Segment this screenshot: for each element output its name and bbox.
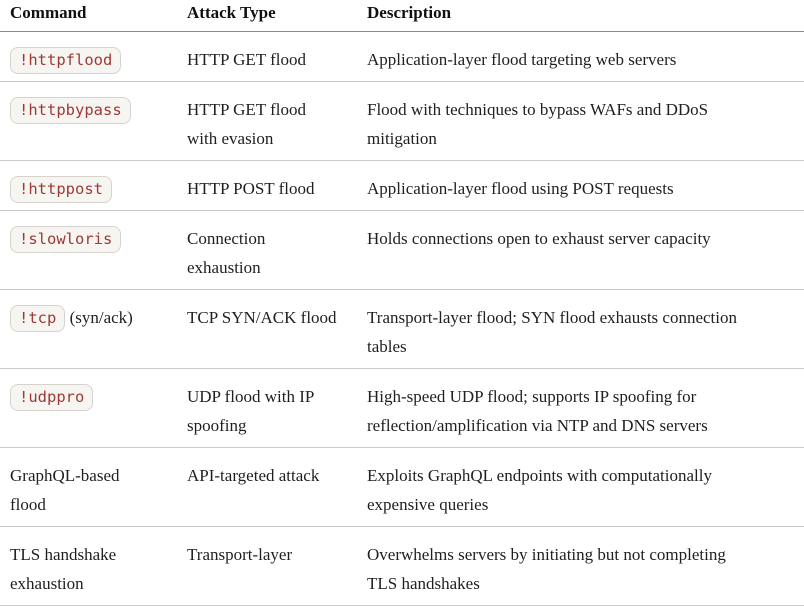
table-row — [0, 161, 804, 211]
command-code-badge: !slowloris — [10, 226, 121, 253]
table-row — [0, 32, 804, 82]
command-code-badge: !tcp — [10, 305, 65, 332]
attack-type-cell: HTTP GET flood — [187, 32, 367, 82]
command-cell — [0, 161, 187, 211]
command-cell — [0, 32, 187, 82]
column-header-command: Command — [0, 0, 187, 32]
description-cell: Flood with techniques to bypass WAFs and DDoS mitigation — [367, 82, 804, 161]
command-code-badge: !httpflood — [10, 47, 121, 74]
command-code-badge: !httppost — [10, 176, 112, 203]
attack-type-cell: HTTP POST flood — [187, 161, 367, 211]
table-row — [0, 369, 804, 448]
command-cell — [0, 290, 187, 369]
command-cell — [0, 527, 187, 606]
column-header-description: Description — [367, 0, 804, 32]
table-row — [0, 290, 804, 369]
table-row — [0, 527, 804, 606]
attack-type-cell: Connection exhaustion — [187, 211, 367, 290]
command-text: TLS handshake exhaustion — [10, 545, 117, 593]
command-cell — [0, 82, 187, 161]
command-code-badge: !udppro — [10, 384, 93, 411]
description-cell: Application-layer flood using POST requests — [367, 161, 804, 211]
table-row — [0, 211, 804, 290]
table-row — [0, 82, 804, 161]
description-cell: Exploits GraphQL endpoints with computationally expensive queries — [367, 448, 804, 527]
command-cell — [0, 211, 187, 290]
table-row — [0, 448, 804, 527]
description-cell: High-speed UDP flood; supports IP spoofing for reflection/amplification via NTP and DNS servers — [367, 369, 804, 448]
table-header-row — [0, 0, 804, 32]
command-text: GraphQL-based flood — [10, 466, 120, 514]
attack-type-cell: HTTP GET flood with evasion — [187, 82, 367, 161]
description-cell: Holds connections open to exhaust server capacity — [367, 211, 804, 290]
column-header-attack-type: Attack Type — [187, 0, 367, 32]
attack-type-cell: API-targeted attack — [187, 448, 367, 527]
description-cell: Application-layer flood targeting web servers — [367, 32, 804, 82]
command-code-badge: !httpbypass — [10, 97, 131, 124]
command-cell — [0, 369, 187, 448]
command-cell — [0, 448, 187, 527]
description-cell: Transport-layer flood; SYN flood exhausts connection tables — [367, 290, 804, 369]
attack-type-cell: TCP SYN/ACK flood — [187, 290, 367, 369]
command-text: (syn/ack) — [65, 308, 133, 327]
description-cell: Overwhelms servers by initiating but not completing TLS handshakes — [367, 527, 804, 606]
attack-type-cell: UDP flood with IP spoofing — [187, 369, 367, 448]
attack-type-cell: Transport-layer — [187, 527, 367, 606]
